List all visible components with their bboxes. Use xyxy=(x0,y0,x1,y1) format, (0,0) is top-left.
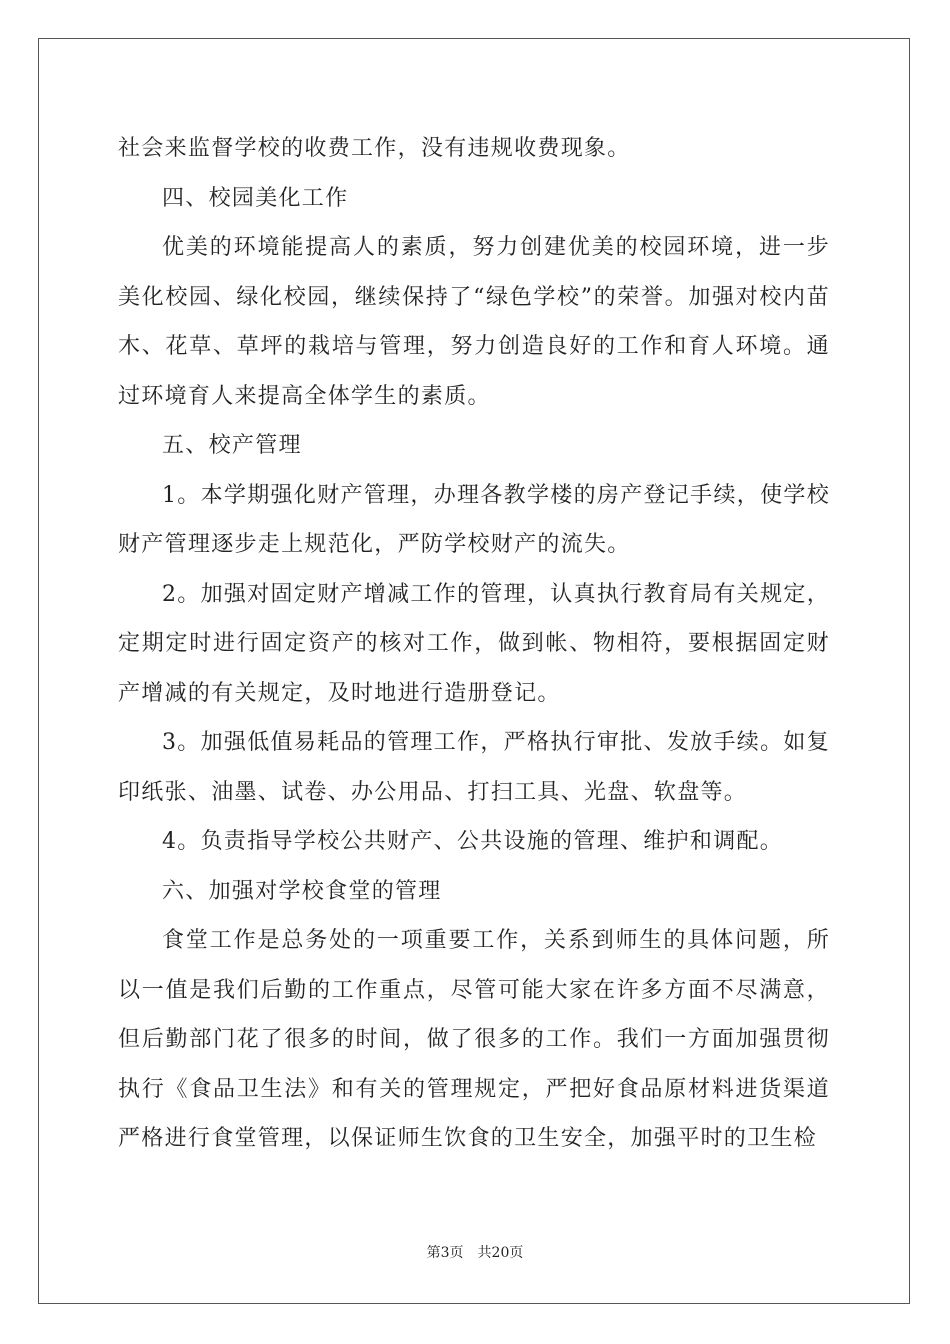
document-body xyxy=(118,124,830,1164)
section-heading-canteen-management: 六、加强对学校食堂的管理 xyxy=(162,878,442,904)
list-item-property-2: 2。加强对固定财产增减工作的管理，认真执行教育局有关规定，定期定时进行固定资产的核对工作，做到帐、物相符，要根据固定财产增减的有关规定，及时地进行造册登记。 xyxy=(118,581,830,706)
paragraph-canteen-work: 食堂工作是总务处的一项重要工作，关系到师生的具体问题，所以一值是我们后勤的工作重点，尽管可能大家在许多方面不尽满意，但后勤部门花了很多的时间，做了很多的工作。我们一方面加强贯彻执行《食品卫生法》和有关的管理规定，严把好食品原材料进货渠道严格进行食堂管理，以保证师生饮食的卫生安全，加强平时的卫生检 xyxy=(118,928,830,1151)
page-number-current: 第3页 xyxy=(426,1245,464,1261)
list-item-property-4: 4。负责指导学校公共财产、公共设施的管理、维护和调配。 xyxy=(162,829,784,854)
list-item-property-3: 3。加强低值易耗品的管理工作，严格执行审批、发放手续。如复印纸张、油墨、试卷、办公用品、打扫工具、光盘、软盘等。 xyxy=(118,730,830,805)
page-footer xyxy=(0,1242,950,1262)
list-item-property-1: 1。本学期强化财产管理，办理各教学楼的房产登记手续，使学校财产管理逐步走上规范化，严防学校财产的流失。 xyxy=(118,482,830,557)
paragraph-fee-supervision: 社会来监督学校的收费工作，没有违规收费现象。 xyxy=(118,136,631,161)
page-number-total: 共20页 xyxy=(477,1245,524,1261)
section-heading-campus-beautification: 四、校园美化工作 xyxy=(162,185,349,211)
section-heading-property-management: 五、校产管理 xyxy=(162,433,302,458)
paragraph-campus-environment: 优美的环境能提高人的素质，努力创建优美的校园环境，进一步美化校园、绿化校园，继续保持了“绿色学校”的荣誉。加强对校内苗木、花草、草坪的栽培与管理，努力创造良好的工作和育人环境。通过环境育人来提高全体学生的素质。 xyxy=(118,235,830,409)
